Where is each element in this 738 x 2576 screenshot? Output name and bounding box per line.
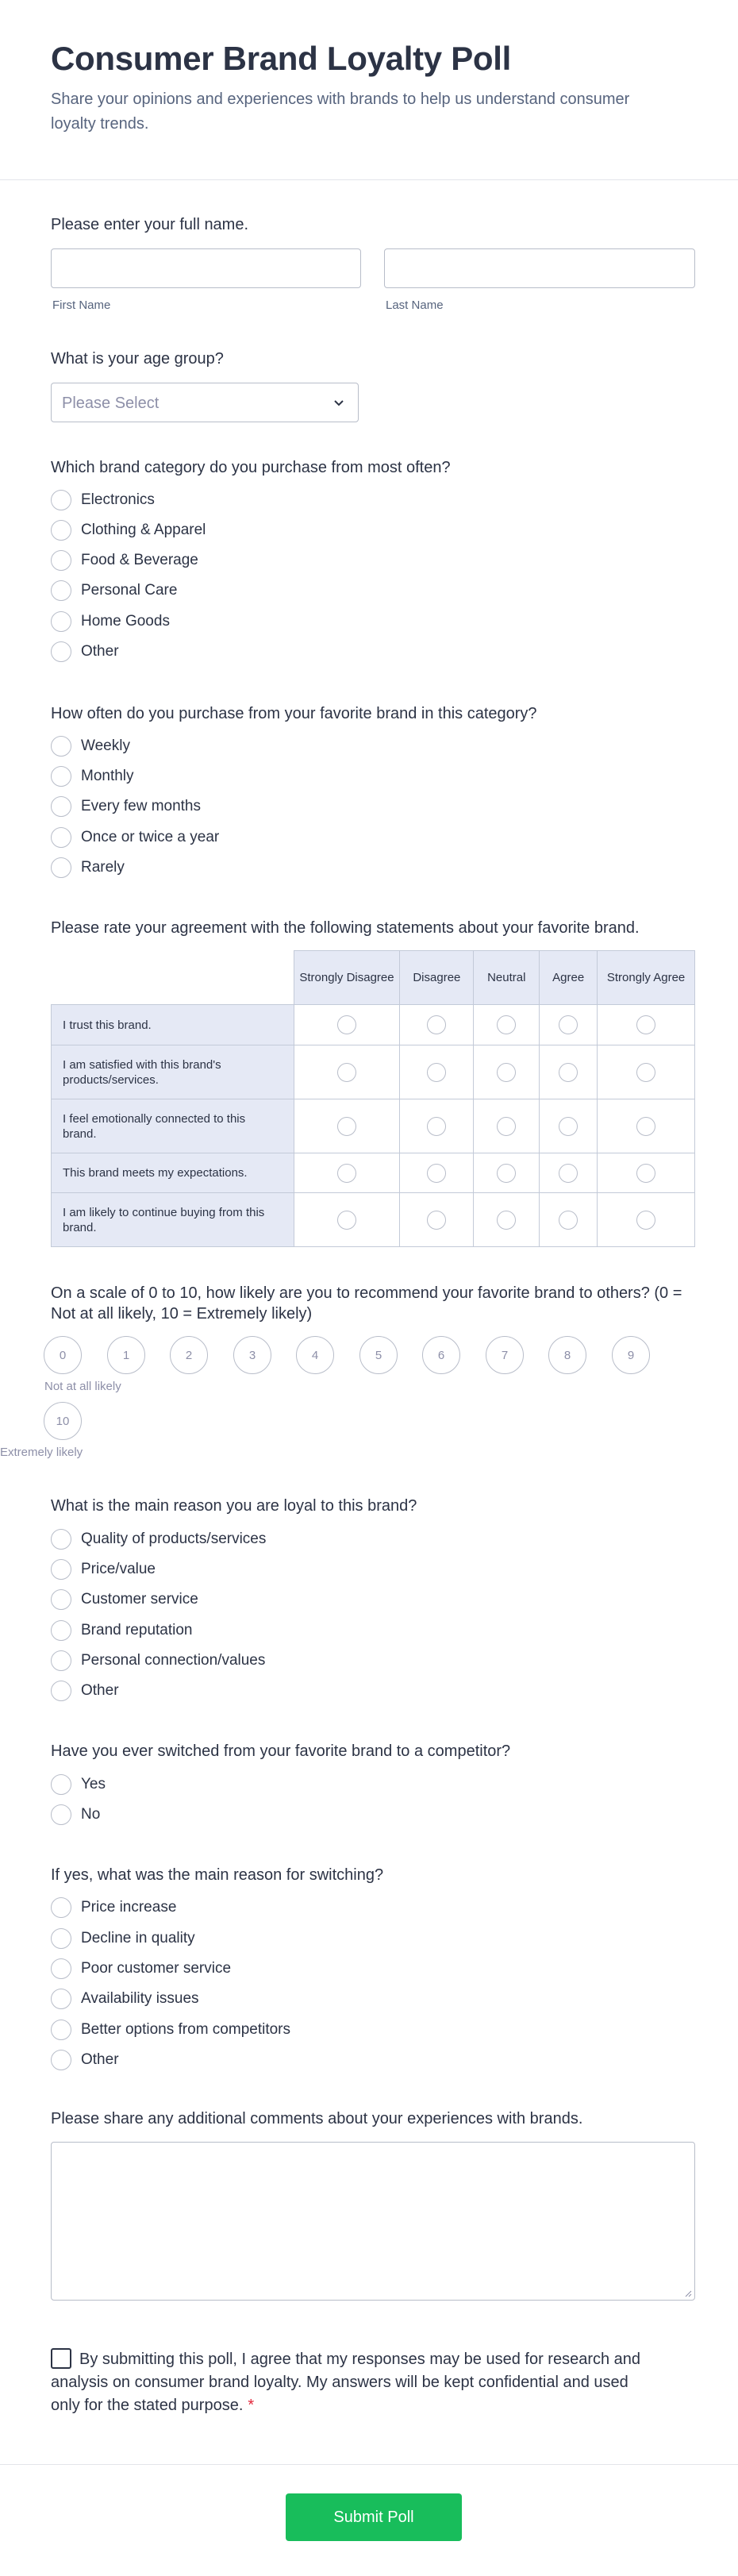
radio-button[interactable] xyxy=(559,1211,578,1230)
radio-button[interactable] xyxy=(636,1211,655,1230)
option-label: Electronics xyxy=(81,491,155,508)
matrix-cell[interactable] xyxy=(400,1005,474,1045)
age-select-placeholder: Please Select xyxy=(62,395,160,412)
required-mark: * xyxy=(248,2397,255,2414)
radio-button[interactable] xyxy=(337,1063,356,1082)
option-label: Other xyxy=(81,1682,119,1699)
option-label: Clothing & Apparel xyxy=(81,522,206,538)
radio-button[interactable] xyxy=(51,1897,71,1918)
option-label: Availability issues xyxy=(81,1990,199,2007)
option-label: Price increase xyxy=(81,1899,177,1916)
submit-button[interactable]: Submit Poll xyxy=(286,2493,462,2541)
radio-button[interactable] xyxy=(337,1164,356,1183)
radio-button[interactable] xyxy=(497,1117,516,1136)
radio-button[interactable] xyxy=(427,1211,446,1230)
radio-button[interactable] xyxy=(51,766,71,787)
reason-option[interactable] xyxy=(51,1588,198,1611)
frequency-option[interactable] xyxy=(51,795,201,818)
radio-button[interactable] xyxy=(51,580,71,601)
agreement-matrix xyxy=(51,950,695,1247)
form-header xyxy=(0,0,738,180)
radio-button[interactable] xyxy=(51,1928,71,1949)
comments-question xyxy=(51,2108,695,2129)
radio-button[interactable] xyxy=(51,550,71,571)
radio-button[interactable] xyxy=(51,520,71,541)
option-label: Food & Beverage xyxy=(81,552,198,568)
scale-option-8[interactable]: 8 xyxy=(548,1336,586,1374)
matrix-cell[interactable] xyxy=(540,1045,598,1099)
radio-button[interactable] xyxy=(636,1164,655,1183)
scale-option-1[interactable]: 1 xyxy=(107,1336,145,1374)
matrix-cell[interactable] xyxy=(540,1099,598,1153)
radio-button[interactable] xyxy=(51,490,71,510)
matrix-question xyxy=(51,918,695,938)
matrix-column-header: Agree xyxy=(540,951,598,1005)
nps-question xyxy=(51,1283,695,1324)
option-label: Weekly xyxy=(81,737,130,754)
radio-button[interactable] xyxy=(51,1589,71,1610)
switch-reason-option[interactable] xyxy=(51,2018,290,2042)
matrix-cell[interactable] xyxy=(400,1153,474,1193)
reason-question xyxy=(51,1496,695,1516)
category-option[interactable] xyxy=(51,488,155,512)
scale-option-7[interactable]: 7 xyxy=(486,1336,524,1374)
radio-button[interactable] xyxy=(497,1211,516,1230)
radio-button[interactable] xyxy=(337,1211,356,1230)
first-name-sublabel: First Name xyxy=(52,298,111,312)
radio-button[interactable] xyxy=(51,1620,71,1641)
matrix-cell[interactable] xyxy=(294,1153,400,1193)
matrix-cell[interactable] xyxy=(474,1005,540,1045)
matrix-corner xyxy=(52,951,294,1005)
radio-button[interactable] xyxy=(497,1015,516,1034)
category-label: Which brand category do you purchase from most often? xyxy=(51,459,451,476)
frequency-option[interactable] xyxy=(51,734,130,758)
matrix-row-label: I trust this brand. xyxy=(52,1005,294,1045)
matrix-cell[interactable] xyxy=(474,1153,540,1193)
radio-button[interactable] xyxy=(51,1774,71,1795)
radio-button[interactable] xyxy=(51,1804,71,1825)
matrix-cell[interactable] xyxy=(400,1099,474,1153)
resize-grip-icon[interactable] xyxy=(684,2289,692,2297)
option-label: Decline in quality xyxy=(81,1930,195,1946)
matrix-column-header: Disagree xyxy=(400,951,474,1005)
radio-button[interactable] xyxy=(51,827,71,848)
switched-label: Have you ever switched from your favorite brand to a competitor? xyxy=(51,1742,511,1760)
radio-button[interactable] xyxy=(51,1529,71,1550)
option-label: Every few months xyxy=(81,798,201,814)
matrix-column-header: Strongly Agree xyxy=(598,951,695,1005)
scale-option-3[interactable]: 3 xyxy=(233,1336,271,1374)
matrix-cell[interactable] xyxy=(474,1045,540,1099)
radio-button[interactable] xyxy=(51,641,71,662)
matrix-cell[interactable] xyxy=(540,1153,598,1193)
scale-low-caption: Not at all likely xyxy=(44,1380,121,1393)
matrix-cell[interactable] xyxy=(294,1045,400,1099)
chevron-down-icon xyxy=(331,395,347,410)
radio-button[interactable] xyxy=(51,2020,71,2040)
matrix-cell[interactable] xyxy=(400,1045,474,1099)
scale-option-0[interactable]: 0 xyxy=(44,1336,82,1374)
frequency-label: How often do you purchase from your favorite brand in this category? xyxy=(51,705,537,722)
age-question xyxy=(51,348,695,369)
switch-reason-question xyxy=(51,1865,695,1885)
reason-label: What is the main reason you are loyal to this brand? xyxy=(51,1497,417,1515)
frequency-option[interactable] xyxy=(51,856,125,880)
category-option[interactable] xyxy=(51,579,177,603)
radio-button[interactable] xyxy=(427,1015,446,1034)
option-label: Personal connection/values xyxy=(81,1652,266,1669)
matrix-cell[interactable] xyxy=(294,1193,400,1247)
radio-button[interactable] xyxy=(337,1015,356,1034)
radio-button[interactable] xyxy=(51,1559,71,1580)
radio-button[interactable] xyxy=(427,1117,446,1136)
reason-option[interactable] xyxy=(51,1649,265,1673)
option-label: Monthly xyxy=(81,768,134,784)
switched-question xyxy=(51,1741,695,1762)
reason-option[interactable] xyxy=(51,1558,156,1581)
frequency-option[interactable] xyxy=(51,826,219,849)
comments-label: Please share any additional comments about your experiences with brands. xyxy=(51,2110,583,2127)
matrix-cell[interactable] xyxy=(474,1099,540,1153)
reason-option[interactable] xyxy=(51,1619,193,1642)
scale-option-9[interactable]: 9 xyxy=(612,1336,650,1374)
last-name-sublabel: Last Name xyxy=(386,298,444,312)
name-label: Please enter your full name. xyxy=(51,216,249,233)
radio-button[interactable] xyxy=(636,1015,655,1034)
option-label: No xyxy=(81,1806,101,1823)
switch-reason-option[interactable] xyxy=(51,1896,176,1919)
option-label: Other xyxy=(81,2051,119,2068)
scale-option-6[interactable]: 6 xyxy=(422,1336,460,1374)
switch-reason-option[interactable] xyxy=(51,1927,195,1950)
radio-button[interactable] xyxy=(559,1015,578,1034)
radio-button[interactable] xyxy=(497,1063,516,1082)
category-option[interactable] xyxy=(51,549,198,572)
matrix-cell[interactable] xyxy=(598,1099,695,1153)
age-group-select[interactable] xyxy=(51,383,359,422)
reason-option[interactable] xyxy=(51,1527,266,1551)
first-name-input[interactable] xyxy=(51,248,361,288)
scale-option-10[interactable]: 10 xyxy=(44,1402,82,1440)
category-option[interactable] xyxy=(51,518,206,542)
radio-button[interactable] xyxy=(337,1117,356,1136)
radio-button[interactable] xyxy=(559,1063,578,1082)
radio-button[interactable] xyxy=(636,1063,655,1082)
option-label: Price/value xyxy=(81,1561,156,1577)
matrix-row-label: I feel emotionally connected to this brand. xyxy=(52,1099,294,1153)
matrix-column-header: Neutral xyxy=(474,951,540,1005)
reason-option[interactable] xyxy=(51,1679,119,1703)
matrix-cell[interactable] xyxy=(400,1193,474,1247)
switch-reason-option[interactable] xyxy=(51,1987,199,2011)
radio-button[interactable] xyxy=(559,1164,578,1183)
name-question-label xyxy=(51,214,695,235)
option-label: Home Goods xyxy=(81,613,170,630)
option-label: Once or twice a year xyxy=(81,829,220,845)
form-subtitle: Share your opinions and experiences with brands to help us understand consumer loyalty trends. xyxy=(51,90,630,133)
switched-option-no[interactable] xyxy=(51,1803,100,1827)
matrix-cell[interactable] xyxy=(474,1193,540,1247)
matrix-cell[interactable] xyxy=(540,1193,598,1247)
radio-button[interactable] xyxy=(51,2050,71,2070)
comments-textarea[interactable] xyxy=(51,2142,695,2301)
option-label: Brand reputation xyxy=(81,1622,193,1638)
scale-option-2[interactable]: 2 xyxy=(170,1336,208,1374)
radio-button[interactable] xyxy=(51,736,71,757)
option-label: Customer service xyxy=(81,1591,198,1608)
matrix-cell[interactable] xyxy=(294,1099,400,1153)
matrix-row-label: I am satisfied with this brand's products/services. xyxy=(52,1045,294,1099)
scale-high-caption: Extremely likely xyxy=(0,1446,83,1459)
matrix-cell[interactable] xyxy=(598,1193,695,1247)
consent-text: By submitting this poll, I agree that my responses may be used for research and analysis on consumer brand loyalty. My answers will be kept confidential and used only for the stated purpose. xyxy=(51,2351,641,2414)
matrix-cell[interactable] xyxy=(598,1005,695,1045)
category-option[interactable] xyxy=(51,640,119,664)
option-label: Other xyxy=(81,643,119,660)
matrix-cell[interactable] xyxy=(598,1045,695,1099)
radio-button[interactable] xyxy=(51,1989,71,2009)
frequency-question xyxy=(51,703,695,724)
radio-button[interactable] xyxy=(427,1164,446,1183)
switch-reason-option[interactable] xyxy=(51,1957,231,1981)
matrix-row-label: I am likely to continue buying from this brand. xyxy=(52,1193,294,1247)
switched-option-yes[interactable] xyxy=(51,1773,106,1796)
radio-button[interactable] xyxy=(51,1681,71,1701)
option-label: Yes xyxy=(81,1776,106,1792)
option-label: Quality of products/services xyxy=(81,1531,267,1547)
radio-button[interactable] xyxy=(51,857,71,878)
option-label: Poor customer service xyxy=(81,1960,232,1977)
radio-button[interactable] xyxy=(636,1117,655,1136)
option-label: Rarely xyxy=(81,859,125,876)
option-label: Personal Care xyxy=(81,582,178,599)
category-question xyxy=(51,457,695,478)
switch-reason-label: If yes, what was the main reason for switching? xyxy=(51,1866,384,1884)
matrix-column-header: Strongly Disagree xyxy=(294,951,400,1005)
radio-button[interactable] xyxy=(427,1063,446,1082)
frequency-option[interactable] xyxy=(51,764,134,788)
form-title: Consumer Brand Loyalty Poll xyxy=(51,40,512,77)
consent-block xyxy=(51,2348,654,2417)
matrix-row-label: This brand meets my expectations. xyxy=(52,1153,294,1193)
radio-button[interactable] xyxy=(51,611,71,632)
category-option[interactable] xyxy=(51,610,170,633)
radio-button[interactable] xyxy=(51,1958,71,1979)
radio-button[interactable] xyxy=(51,796,71,817)
matrix-cell[interactable] xyxy=(540,1005,598,1045)
matrix-cell[interactable] xyxy=(598,1153,695,1193)
footer-divider xyxy=(0,2464,738,2465)
scale-option-5[interactable]: 5 xyxy=(359,1336,398,1374)
consent-checkbox[interactable] xyxy=(51,2348,71,2369)
option-label: Better options from competitors xyxy=(81,2021,290,2038)
matrix-label: Please rate your agreement with the following statements about your favorite brand. xyxy=(51,919,640,937)
radio-button[interactable] xyxy=(559,1117,578,1136)
radio-button[interactable] xyxy=(51,1650,71,1671)
last-name-input[interactable] xyxy=(384,248,695,288)
matrix-cell[interactable] xyxy=(294,1005,400,1045)
age-label: What is your age group? xyxy=(51,350,224,368)
switch-reason-option[interactable] xyxy=(51,2048,119,2072)
nps-label: On a scale of 0 to 10, how likely are you to recommend your favorite brand to others? (0 = Not at all likely, 10 = Extremely likely) xyxy=(51,1284,682,1323)
scale-option-4[interactable]: 4 xyxy=(296,1336,334,1374)
radio-button[interactable] xyxy=(497,1164,516,1183)
